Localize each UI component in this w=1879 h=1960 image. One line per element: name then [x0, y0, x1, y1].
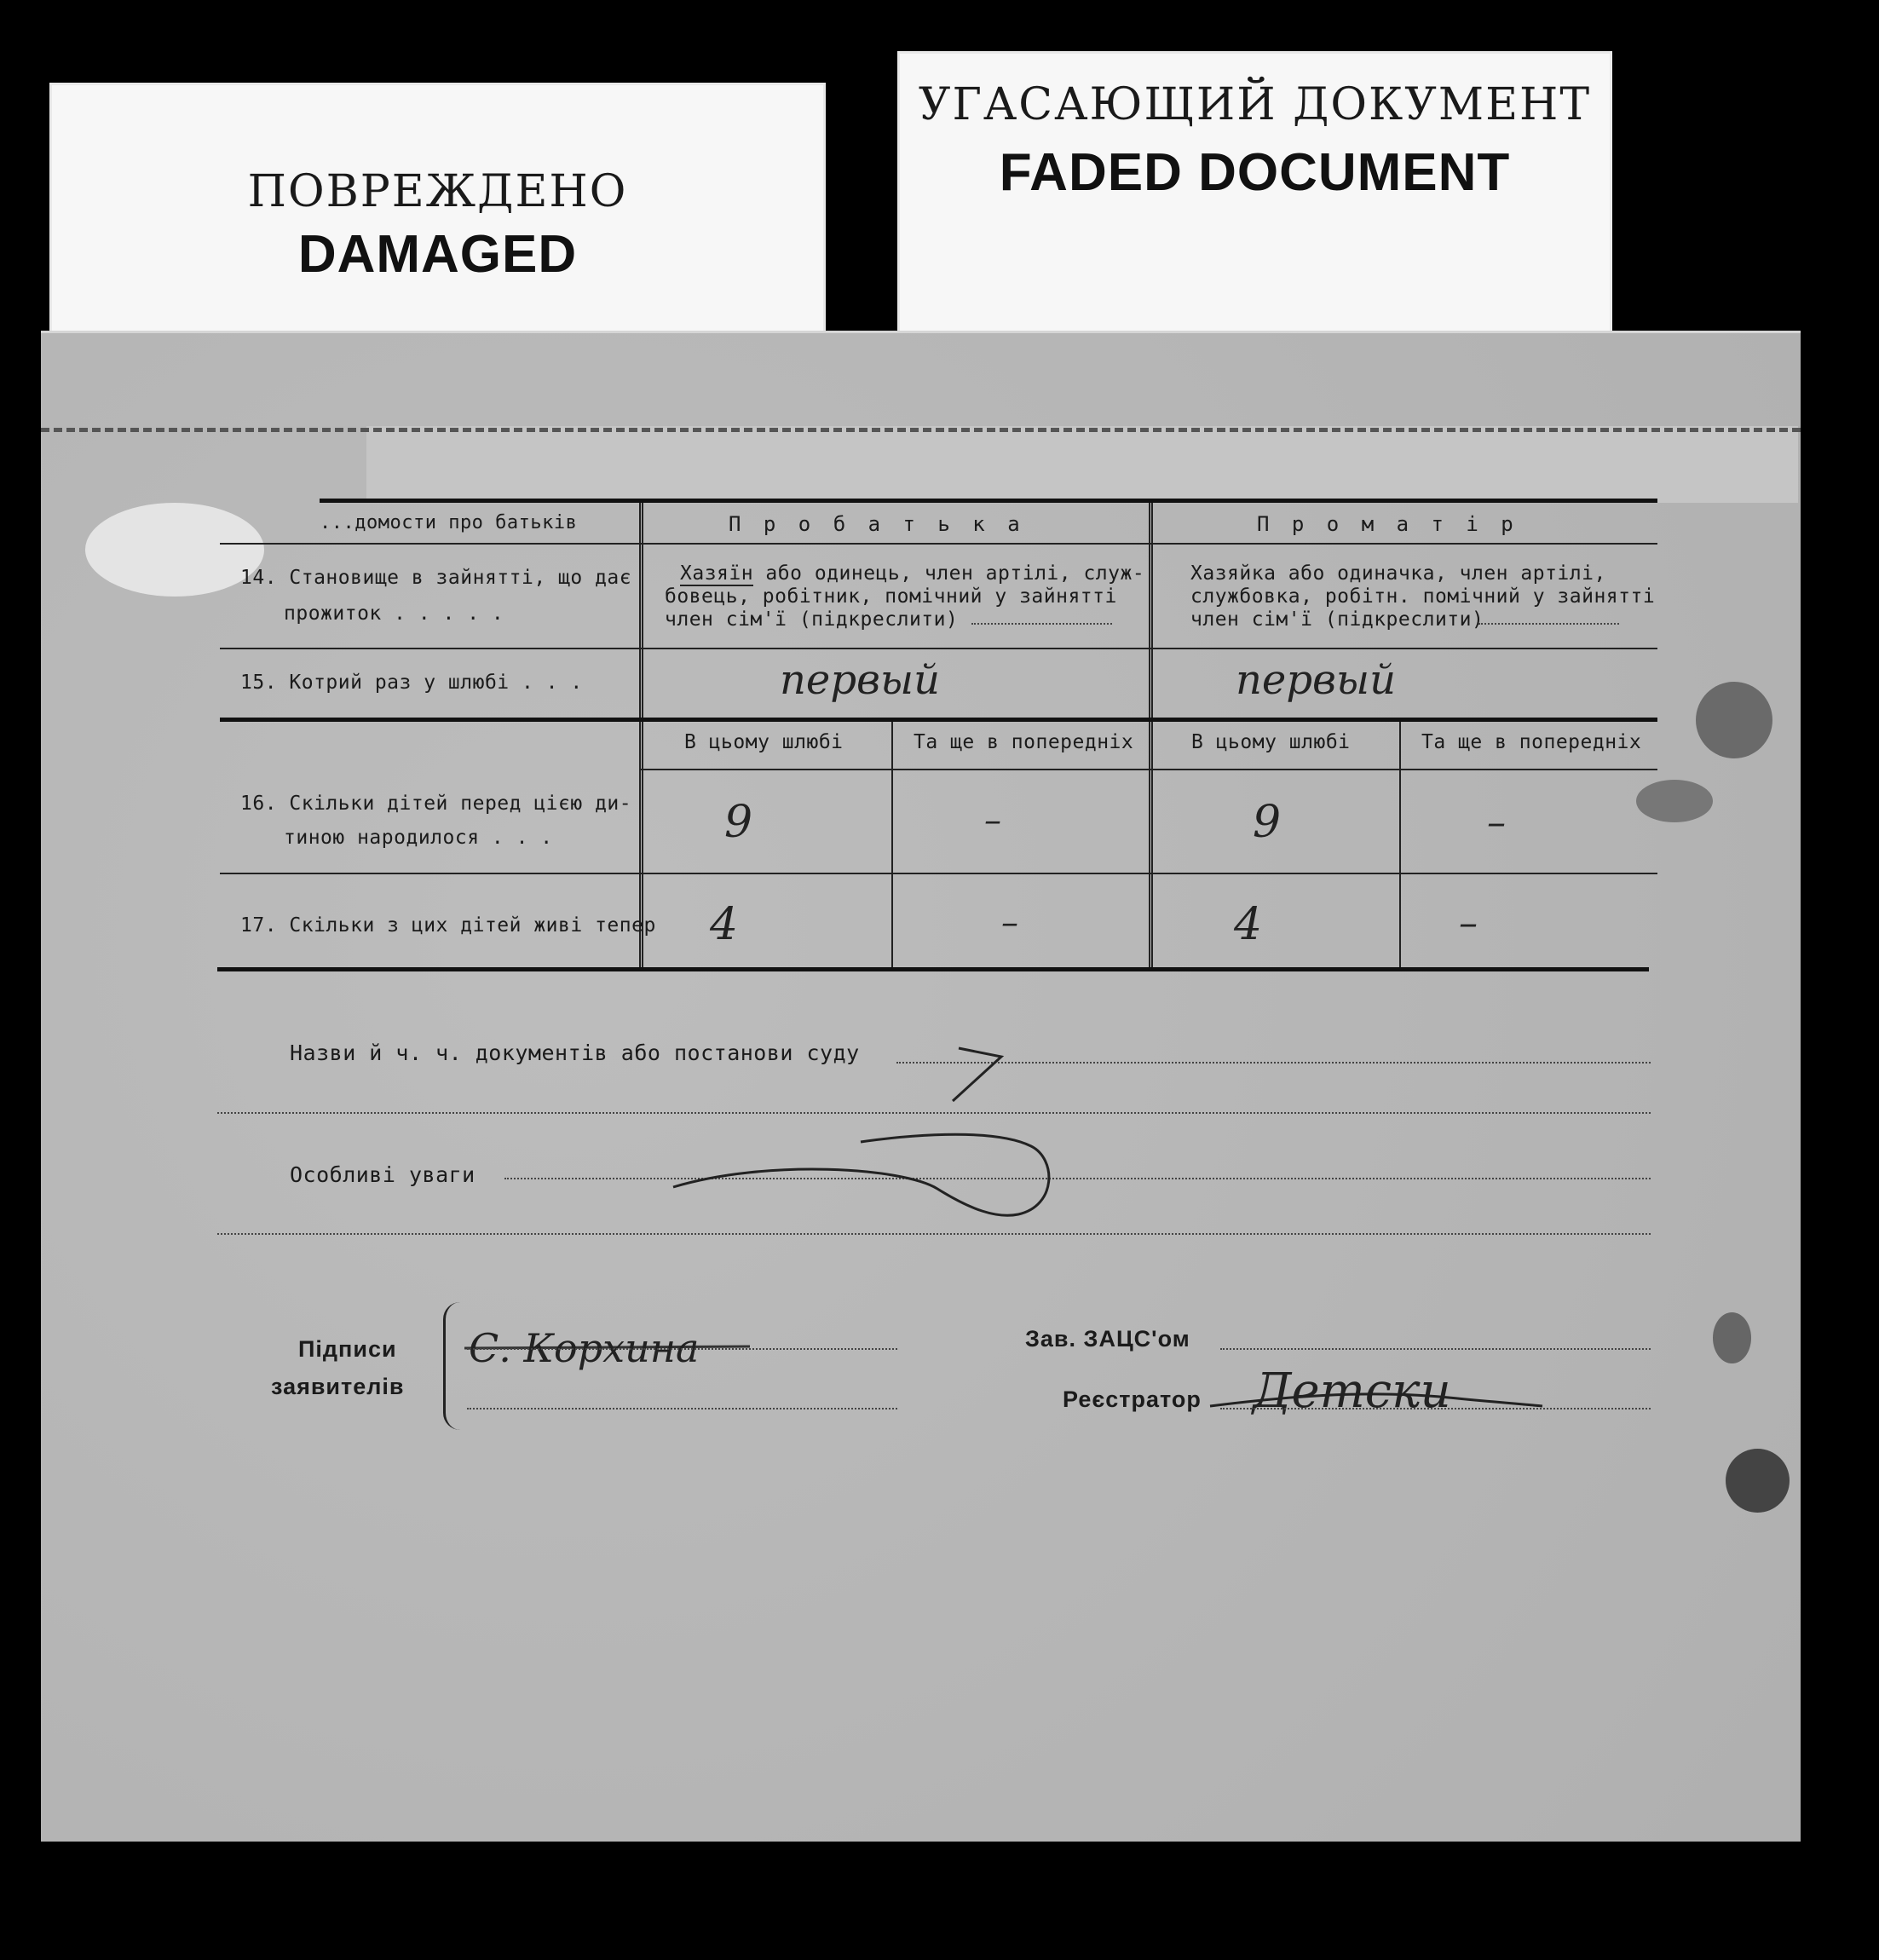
applicant-signature-line-2 [467, 1408, 897, 1409]
row16-label-line2: тиною народилося . . . [284, 827, 553, 849]
row14-father-line2: бовець, робітник, помічний у зайнятті [665, 585, 1117, 608]
registrar-signature-line [1220, 1408, 1651, 1409]
notes-pen-stroke [673, 1134, 1049, 1215]
notes-label: Особливі уваги [290, 1162, 476, 1187]
row16-mother-prev: – [1487, 801, 1506, 845]
row14-father-line3: член сім'ї (підкреслити) [665, 608, 959, 631]
registrar-signature: Детски [1253, 1363, 1451, 1419]
head-label: Зав. ЗАЦС'ом [1025, 1326, 1190, 1352]
header-left: ...домости про батьків [320, 512, 578, 533]
row17-label: 17. Скільки з цих дітей живі тепер [240, 914, 656, 937]
header-father: П р о б а т ь к а [729, 512, 1025, 536]
header-mother: П р о м а т і р [1257, 512, 1519, 536]
applicant-signature-line [467, 1348, 897, 1350]
row15-father-value: первый [780, 656, 940, 704]
row16-father-this: 9 [724, 797, 753, 848]
faded-label-en: FADED DOCUMENT [999, 143, 1511, 202]
applicants-brace [443, 1302, 463, 1430]
row14-father-line1: Хазяїн або одинець, член артілі, служ- [680, 562, 1145, 585]
row17-father-prev: – [1001, 903, 1018, 943]
row14-label-line1: 14. Становище в зайнятті, що дає [240, 567, 632, 589]
registrar-label: Реєстратор [1063, 1386, 1202, 1412]
subheader-father-this: В цьому шлюбі [684, 731, 844, 753]
applicant-signature: С. Корхина [469, 1325, 700, 1371]
row17-mother-prev: – [1459, 902, 1478, 945]
row16-label-line1: 16. Скільки дітей перед цією ди- [240, 793, 632, 815]
applicants-label-line1: Підписи [298, 1336, 397, 1362]
documents-label: Назви й ч. ч. документів або постанови суду [290, 1041, 860, 1065]
row14-mother-line2: службовка, робітн. помічний у зайнятті [1190, 585, 1656, 608]
row15-mother-value: первый [1236, 656, 1396, 704]
applicants-label-line2: заявителів [271, 1374, 405, 1399]
subheader-mother-this: В цьому шлюбі [1191, 731, 1351, 753]
subheader-father-prev: Та ще в попередніх [914, 731, 1134, 753]
row14-mother-line3: член сім'ї (підкреслити) [1190, 608, 1484, 631]
row17-mother-this: 4 [1234, 899, 1263, 950]
row17-father-this: 4 [710, 899, 739, 950]
row14-mother-line1: Хазяйка або одиначка, член артілі, [1190, 562, 1606, 585]
head-signature-line [1220, 1348, 1651, 1350]
row15-label: 15. Котрий раз у шлюбі . . . [240, 672, 583, 694]
documents-pen-stroke [953, 1048, 1001, 1101]
damaged-label-ru: ПОВРЕЖДЕНО [247, 166, 628, 217]
row16-mother-this: 9 [1253, 797, 1282, 848]
faded-label-ru: УГАСАЮЩИЙ ДОКУМЕНТ [918, 79, 1592, 130]
row14-label-line2: прожиток . . . . . [284, 602, 504, 625]
row16-father-prev: – [984, 801, 1001, 840]
subheader-mother-prev: Та ще в попередніх [1421, 731, 1642, 753]
damaged-label-en: DAMAGED [297, 225, 578, 284]
